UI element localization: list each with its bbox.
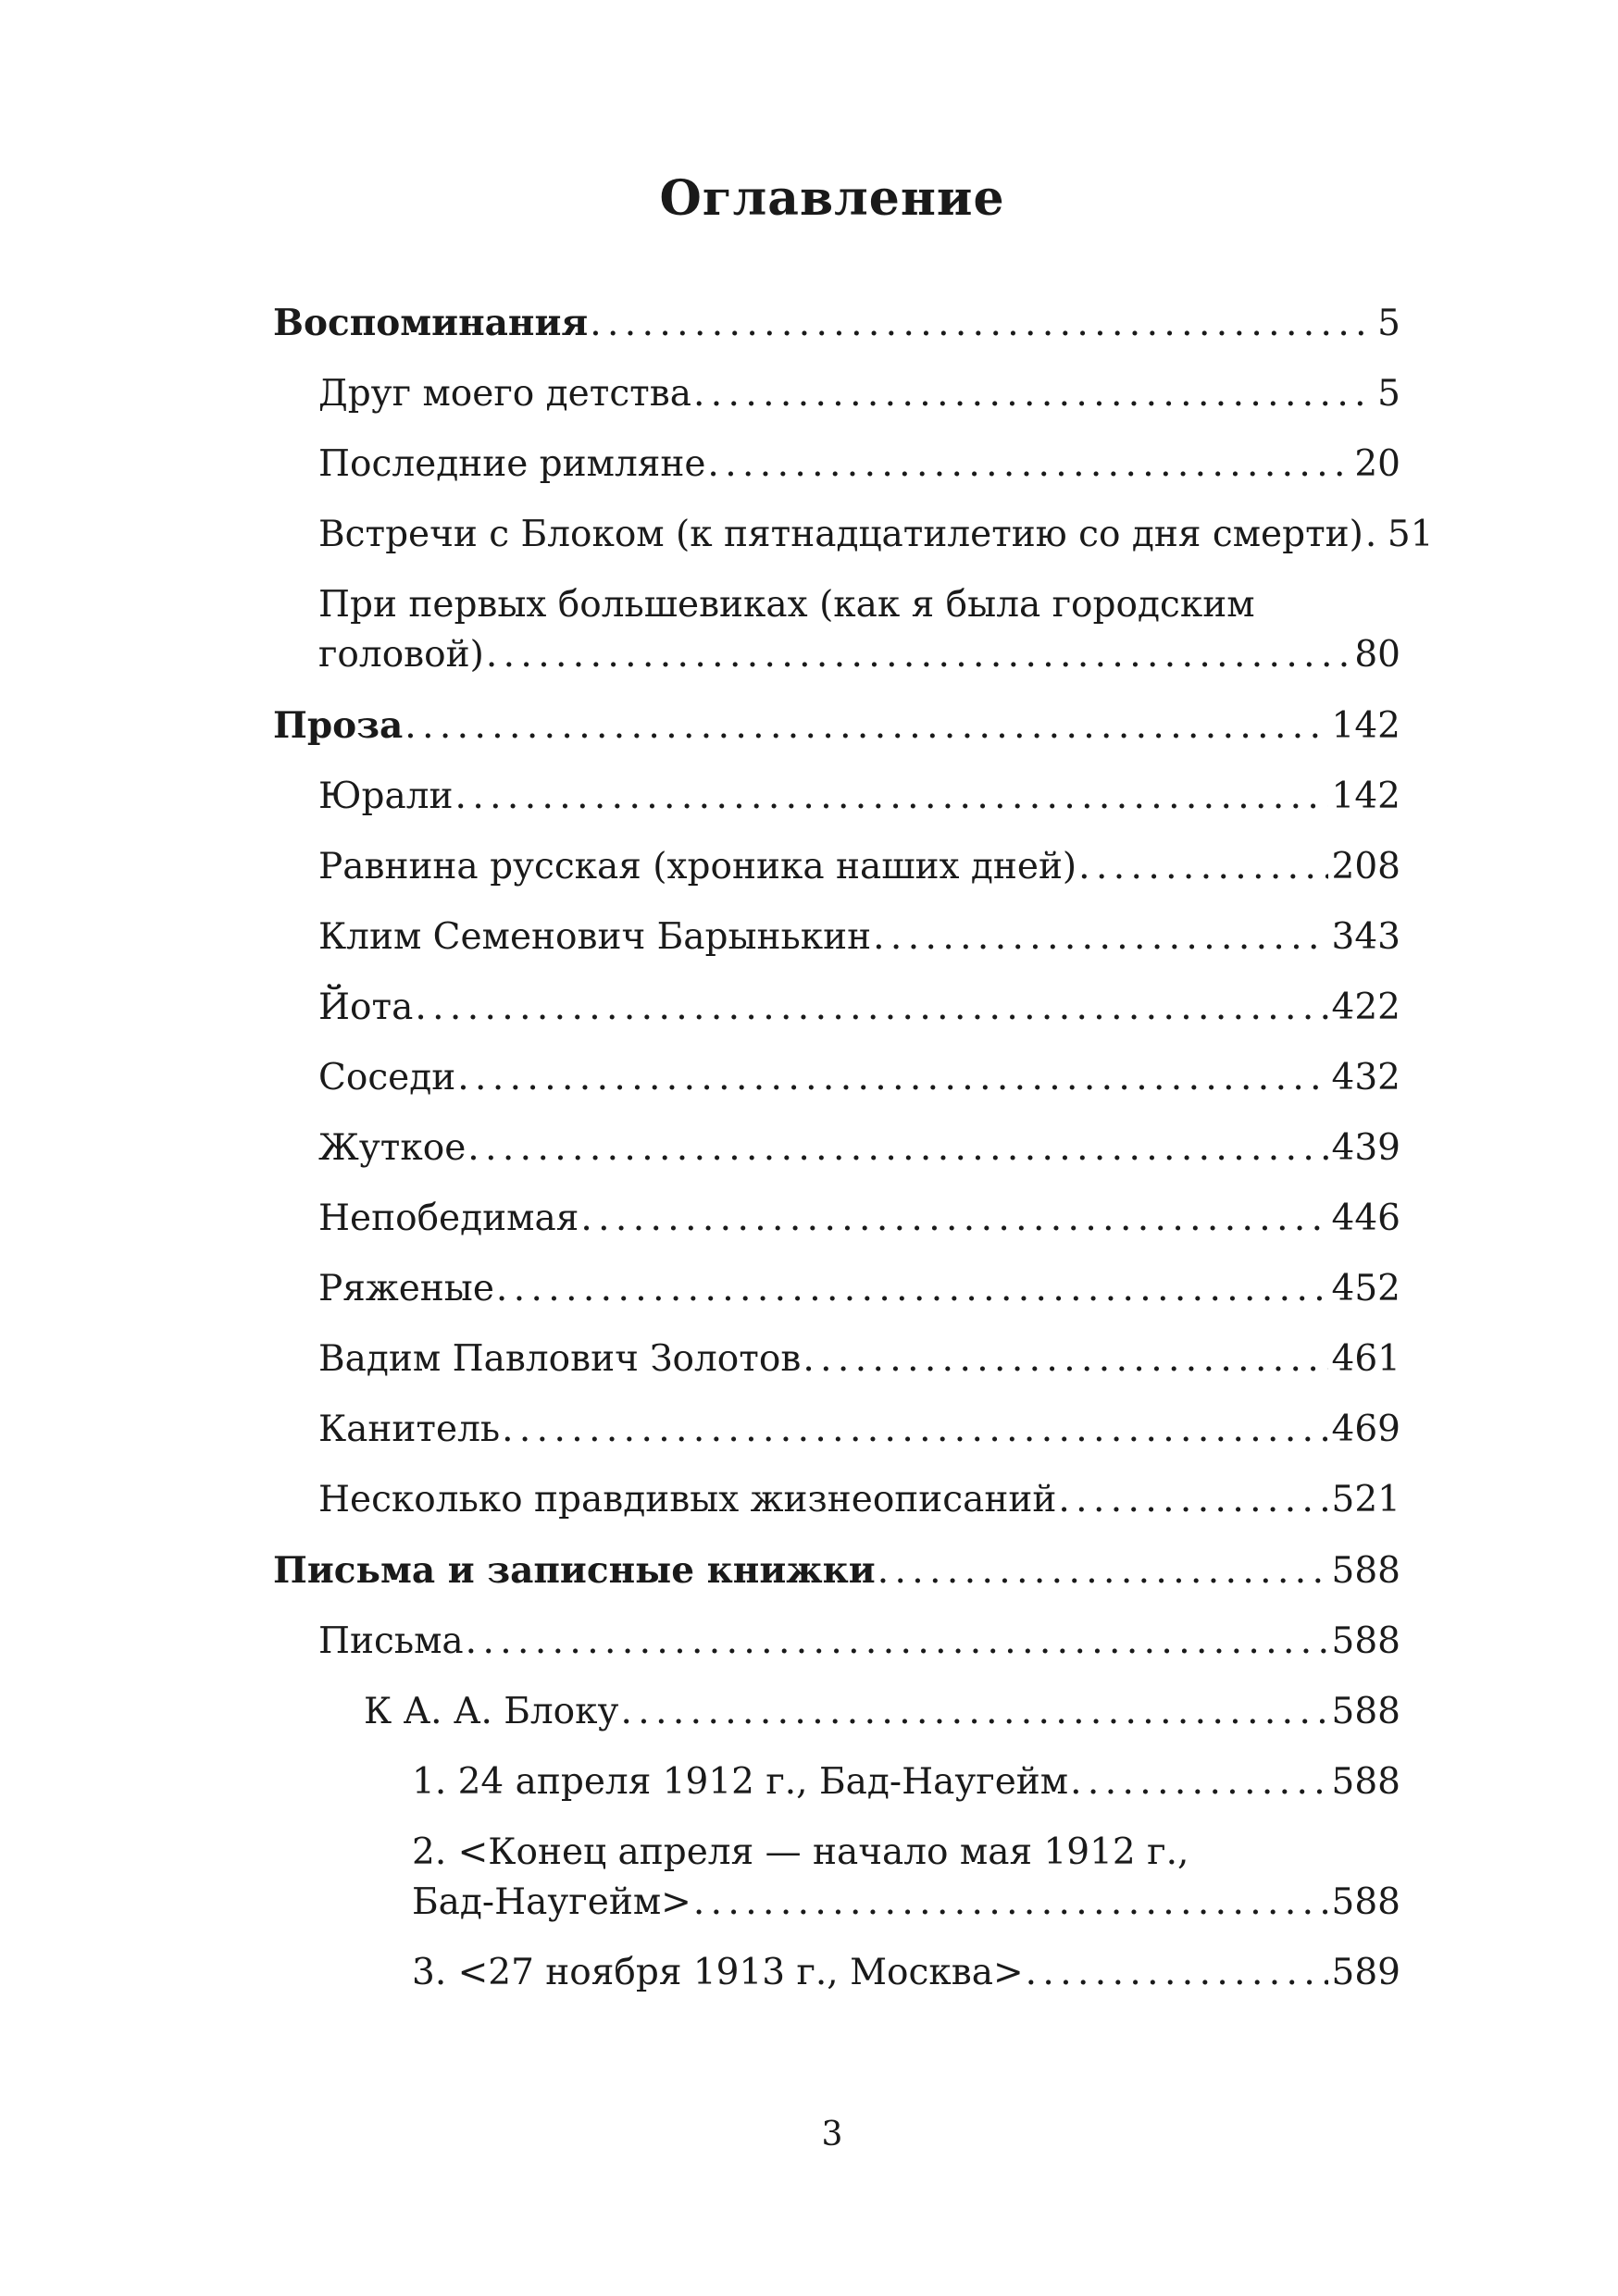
toc-entry-title: Воспоминания <box>273 302 589 344</box>
toc-entry[interactable] <box>273 842 1400 892</box>
toc-entry-title: Йота <box>318 987 414 1028</box>
toc-entry-page: 588 <box>1331 1620 1400 1662</box>
toc-entry[interactable] <box>273 1334 1400 1384</box>
toc-entry[interactable] <box>273 369 1400 419</box>
dot-leader <box>404 701 1327 751</box>
dot-leader <box>466 1617 1328 1667</box>
dot-leader <box>486 630 1351 680</box>
toc-entry[interactable] <box>273 1264 1400 1314</box>
toc-entry-title: Письма <box>318 1620 464 1662</box>
toc-entry[interactable] <box>273 1828 1400 1928</box>
dot-leader <box>467 1123 1327 1173</box>
toc-entry-page: 521 <box>1331 1479 1400 1520</box>
dot-leader <box>693 369 1374 419</box>
toc-entry-page: 439 <box>1331 1127 1400 1169</box>
toc-entry-title: 3. <27 ноября 1913 г., Москва> <box>412 1952 1024 1993</box>
toc-entry-page: 588 <box>1331 1691 1400 1732</box>
toc-entry[interactable] <box>273 1194 1400 1244</box>
page-title: Оглавление <box>659 170 1005 227</box>
toc-entry[interactable] <box>273 1757 1400 1807</box>
toc-entry-page: 469 <box>1331 1409 1400 1450</box>
dot-leader <box>580 1194 1327 1244</box>
table-of-contents <box>273 298 1434 1998</box>
toc-entry-page: 20 <box>1354 443 1400 485</box>
toc-entry[interactable] <box>273 298 1400 349</box>
dot-leader <box>415 983 1327 1033</box>
toc-entry-page: 208 <box>1331 846 1400 887</box>
toc-entry-title: Последние римляне <box>318 443 706 485</box>
toc-entry-title: Проза <box>273 704 404 747</box>
toc-entry-page: 461 <box>1331 1338 1400 1380</box>
toc-entry-title: Соседи <box>318 1057 456 1098</box>
toc-entry[interactable] <box>273 1475 1400 1525</box>
toc-entry-title: Канитель <box>318 1409 501 1450</box>
toc-entry-page: 80 <box>1354 634 1400 676</box>
toc-entry[interactable] <box>273 983 1400 1033</box>
toc-entry-page: 51 <box>1387 514 1434 555</box>
toc-entry-title: 1. 24 апреля 1912 г., Бад-Наугейм <box>412 1761 1069 1803</box>
dot-leader <box>502 1405 1327 1455</box>
dot-leader <box>877 1545 1328 1596</box>
toc-entry-page: 432 <box>1331 1057 1400 1098</box>
toc-entry-title: Встречи с Блоком (к пятнадцатилетию со дня смерти) <box>318 514 1363 555</box>
toc-entry-title: К А. А. Блоку <box>364 1691 619 1732</box>
toc-entry-page: 452 <box>1331 1268 1400 1309</box>
toc-entry-page: 589 <box>1331 1952 1400 1993</box>
toc-entry-page: 588 <box>1331 1550 1400 1592</box>
toc-entry[interactable] <box>273 1405 1400 1455</box>
toc-entry-page: 142 <box>1331 705 1400 747</box>
dot-leader <box>693 1878 1328 1928</box>
toc-entry-title: Ряженые <box>318 1268 494 1309</box>
toc-entry-title: Друг моего детства <box>318 373 691 415</box>
toc-entry[interactable] <box>273 1053 1400 1103</box>
dot-leader <box>620 1687 1327 1737</box>
dot-leader <box>1026 1948 1328 1998</box>
toc-entry-title: Равнина русская (хроника наших дней) <box>318 846 1077 887</box>
toc-entry-title: головой) <box>318 634 484 676</box>
toc-entry-page: 422 <box>1331 987 1400 1028</box>
dot-leader <box>803 1334 1327 1384</box>
toc-entry[interactable] <box>273 510 1434 560</box>
toc-entry-title-line: 2. <Конец апреля — начало мая 1912 г., <box>412 1831 1189 1873</box>
toc-entry-title-line: При первых большевиках (как я была городским <box>318 584 1255 626</box>
dot-leader <box>1058 1475 1327 1525</box>
toc-entry-title: Письма и записные книжки <box>273 1549 876 1592</box>
toc-entry-page: 446 <box>1331 1198 1400 1239</box>
page-number: 3 <box>821 2116 843 2153</box>
toc-entry[interactable] <box>273 701 1400 751</box>
dot-leader <box>496 1264 1328 1314</box>
dot-leader <box>457 1053 1327 1103</box>
dot-leader <box>590 298 1374 349</box>
toc-entry-title: Бад-Наугейм> <box>412 1881 691 1923</box>
dot-leader <box>1070 1757 1327 1807</box>
toc-entry[interactable] <box>273 912 1400 962</box>
dot-leader <box>873 912 1327 962</box>
toc-entry-page: 588 <box>1331 1881 1400 1923</box>
toc-entry-page: 343 <box>1331 916 1400 958</box>
toc-entry-title: Жуткое <box>318 1127 467 1169</box>
dot-leader <box>1365 510 1384 560</box>
toc-entry-title: Вадим Павлович Золотов <box>318 1338 802 1380</box>
toc-entry[interactable] <box>273 440 1400 490</box>
dot-leader <box>707 440 1350 490</box>
toc-entry[interactable] <box>273 1545 1400 1596</box>
toc-entry-title: Несколько правдивых жизнеописаний <box>318 1479 1057 1520</box>
toc-entry[interactable] <box>273 580 1400 680</box>
toc-entry-page: 5 <box>1377 373 1400 415</box>
dot-leader <box>455 772 1328 822</box>
toc-entry-title: Юрали <box>318 776 454 817</box>
dot-leader <box>1078 842 1327 892</box>
toc-entry[interactable] <box>273 772 1400 822</box>
toc-entry[interactable] <box>273 1687 1400 1737</box>
toc-entry-page: 142 <box>1331 776 1400 817</box>
toc-entry-title: Клим Семенович Барынькин <box>318 916 872 958</box>
toc-entry[interactable] <box>273 1948 1400 1998</box>
toc-entry[interactable] <box>273 1617 1400 1667</box>
toc-entry[interactable] <box>273 1123 1400 1173</box>
toc-entry-page: 5 <box>1377 303 1400 344</box>
toc-entry-page: 588 <box>1331 1761 1400 1803</box>
toc-entry-title: Непобедимая <box>318 1198 579 1239</box>
